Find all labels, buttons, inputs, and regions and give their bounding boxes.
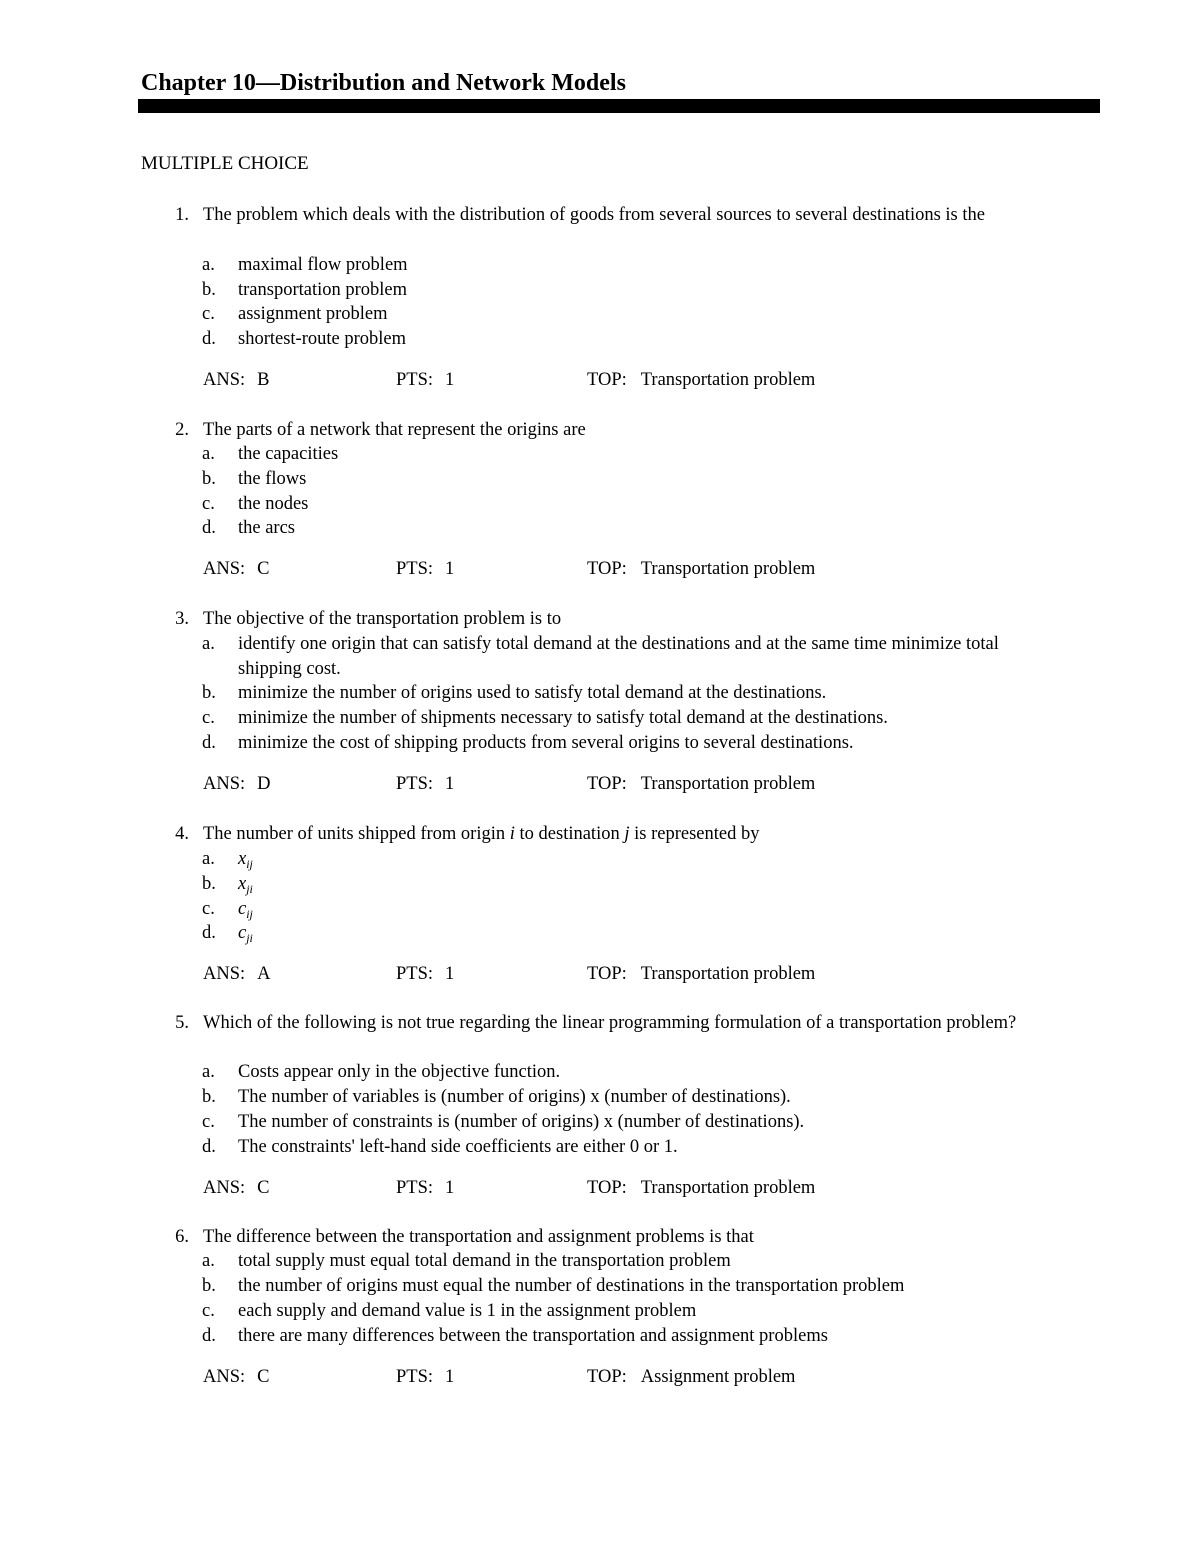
top-value: Assignment problem	[640, 1367, 796, 1387]
question-stem: The parts of a network that represent the origins are	[203, 420, 586, 440]
ans-label: ANS:	[203, 774, 246, 794]
pts-value: 1	[445, 774, 455, 794]
section-heading: MULTIPLE CHOICE	[141, 153, 309, 174]
pts-label: PTS:	[396, 1367, 434, 1387]
pts-label: PTS:	[396, 1178, 434, 1198]
title-rule	[138, 99, 1100, 113]
pts-value: 1	[445, 1367, 455, 1387]
pts-value: 1	[445, 370, 455, 390]
pts-label: PTS:	[396, 370, 434, 390]
top-value: Transportation problem	[640, 559, 816, 579]
option-letter: d.	[202, 1326, 216, 1346]
option-letter: a.	[202, 634, 215, 654]
option-letter: b.	[202, 469, 216, 489]
pts-value: 1	[445, 559, 455, 579]
ans-label: ANS:	[203, 370, 246, 390]
question-number: 6.	[175, 1227, 189, 1247]
option-text: assignment problem	[238, 304, 388, 324]
option-letter: a.	[202, 444, 215, 464]
top-label: TOP:	[587, 370, 627, 390]
ans-value: D	[257, 774, 271, 794]
top-label: TOP:	[587, 1178, 627, 1198]
option-letter: b.	[202, 1087, 216, 1107]
question-number: 2.	[175, 420, 189, 440]
option-text: $x_{ji}$	[238, 874, 253, 896]
option-text: The constraints' left-hand side coefficients are either 0 or 1.	[238, 1137, 678, 1157]
question-stem: The objective of the transportation problem is to	[203, 609, 562, 629]
option-letter: d.	[202, 518, 216, 538]
option-text: each supply and demand value is 1 in the assignment problem	[238, 1301, 697, 1321]
ans-value: B	[257, 370, 270, 390]
option-text: total supply must equal total demand in the transportation problem	[238, 1251, 731, 1271]
option-letter: a.	[202, 255, 215, 275]
option-text: maximal flow problem	[238, 255, 408, 275]
question-stem: Which of the following is not true regarding the linear programming formulation of a transportation problem?	[203, 1013, 1017, 1033]
question-number: 1.	[175, 205, 189, 225]
question-stem: The number of units shipped from origin i to destination j is represented by	[203, 824, 760, 844]
option-letter: a.	[202, 849, 215, 869]
question-number: 3.	[175, 609, 189, 629]
option-text: $c_{ji}$	[238, 923, 253, 945]
option-text: minimize the number of origins used to satisfy total demand at the destinations.	[238, 683, 827, 703]
pts-label: PTS:	[396, 774, 434, 794]
question-stem: The problem which deals with the distribution of goods from several sources to several destinations is the	[203, 205, 985, 225]
ans-value: A	[257, 964, 271, 984]
top-label: TOP:	[587, 964, 627, 984]
option-text: The number of variables is (number of origins) x (number of destinations).	[238, 1087, 791, 1107]
ans-label: ANS:	[203, 964, 246, 984]
option-text: $x_{ij}$	[238, 849, 253, 871]
option-text: the capacities	[238, 444, 339, 464]
ans-value: C	[257, 1367, 270, 1387]
option-text: minimize the number of shipments necessary to satisfy total demand at the destinations.	[238, 708, 888, 728]
question-stem: The difference between the transportation and assignment problems is that	[203, 1227, 754, 1247]
ans-value: C	[257, 1178, 270, 1198]
question-number: 5.	[175, 1013, 189, 1033]
option-text: the flows	[238, 469, 307, 489]
option-letter: c.	[202, 1301, 215, 1321]
destination-variable: j	[624, 824, 630, 844]
option-letter: d.	[202, 329, 216, 349]
option-letter: b.	[202, 874, 216, 894]
top-value: Transportation problem	[640, 1178, 816, 1198]
option-text: transportation problem	[238, 280, 408, 300]
top-label: TOP:	[587, 1367, 627, 1387]
option-letter: c.	[202, 1112, 215, 1132]
option-text: the number of origins must equal the number of destinations in the transportation problem	[238, 1276, 905, 1296]
option-text: $c_{ij}$	[238, 899, 253, 921]
top-label: TOP:	[587, 774, 627, 794]
option-letter: d.	[202, 1137, 216, 1157]
option-text: shortest-route problem	[238, 329, 406, 349]
top-value: Transportation problem	[640, 964, 816, 984]
ans-label: ANS:	[203, 1178, 246, 1198]
origin-variable: i	[509, 824, 515, 844]
option-letter: c.	[202, 899, 215, 919]
option-text: Costs appear only in the objective function.	[238, 1062, 561, 1082]
option-text: The number of constraints is (number of origins) x (number of destinations).	[238, 1112, 805, 1132]
ans-label: ANS:	[203, 559, 246, 579]
option-letter: b.	[202, 280, 216, 300]
option-text: minimize the cost of shipping products from several origins to several destinations.	[238, 733, 854, 753]
option-letter: a.	[202, 1251, 215, 1271]
option-letter: a.	[202, 1062, 215, 1082]
option-letter: c.	[202, 304, 215, 324]
pts-value: 1	[445, 964, 455, 984]
option-text: there are many differences between the transportation and assignment problems	[238, 1326, 828, 1346]
top-value: Transportation problem	[640, 774, 816, 794]
option-text: identify one origin that can satisfy total demand at the destinations and at the same time minimize total shipping cost.	[238, 634, 999, 679]
option-letter: c.	[202, 708, 215, 728]
option-letter: b.	[202, 683, 216, 703]
pts-label: PTS:	[396, 964, 434, 984]
top-value: Transportation problem	[640, 370, 816, 390]
top-label: TOP:	[587, 559, 627, 579]
ans-value: C	[257, 559, 270, 579]
ans-label: ANS:	[203, 1367, 246, 1387]
option-letter: d.	[202, 733, 216, 753]
chapter-title: Chapter 10—Distribution and Network Models	[141, 70, 626, 96]
option-text: the arcs	[238, 518, 296, 538]
option-letter: d.	[202, 923, 216, 943]
option-letter: c.	[202, 494, 215, 514]
option-letter: b.	[202, 1276, 216, 1296]
pts-label: PTS:	[396, 559, 434, 579]
option-text: the nodes	[238, 494, 309, 514]
question-number: 4.	[175, 824, 189, 844]
pts-value: 1	[445, 1178, 455, 1198]
